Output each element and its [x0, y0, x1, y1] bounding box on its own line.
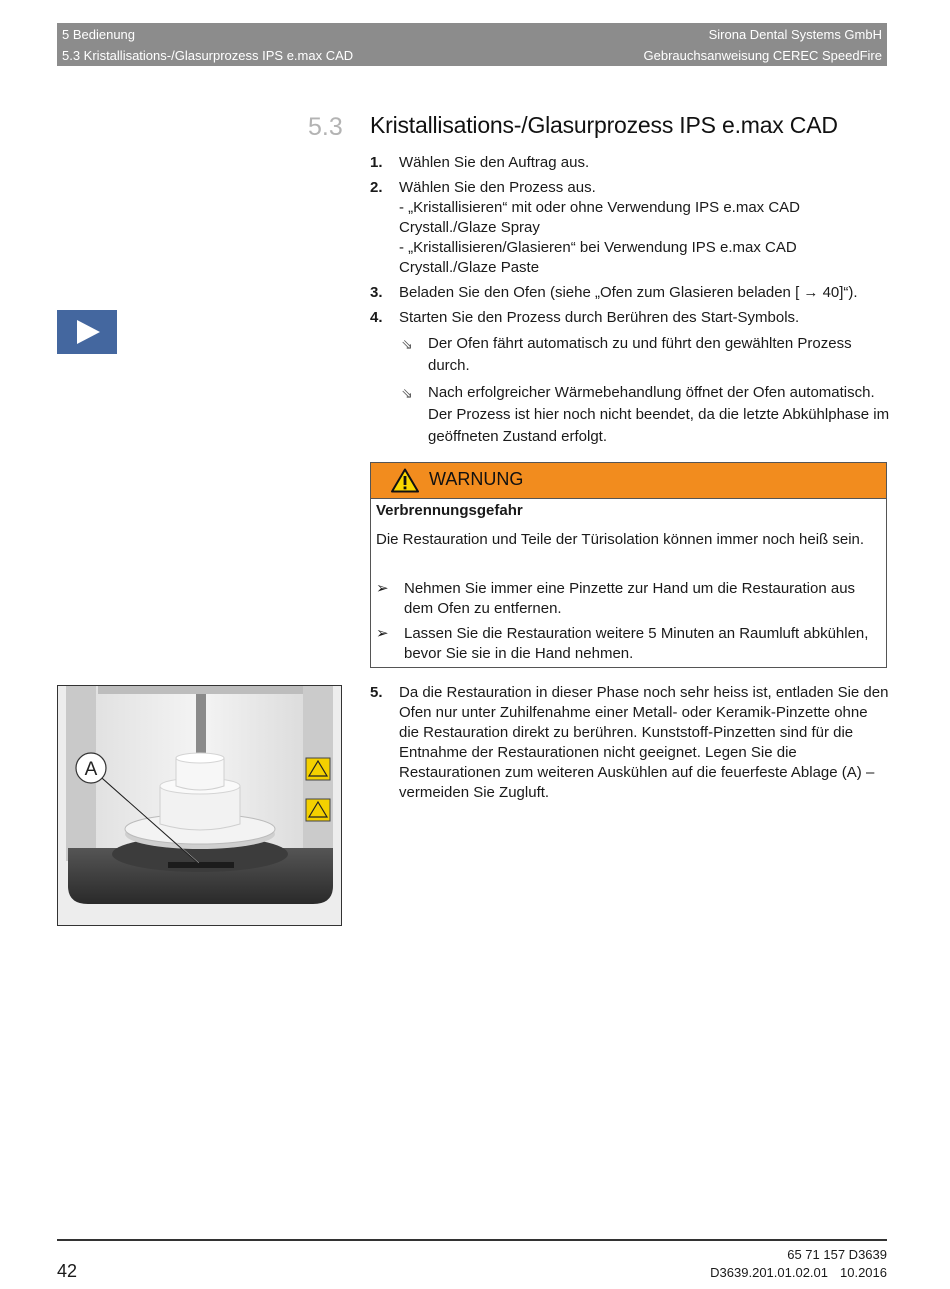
page-header	[57, 23, 887, 66]
footer-doc-info	[710, 1265, 887, 1280]
step-item	[370, 153, 890, 173]
section-title: Kristallisations-/Glasurprozess IPS e.max CAD	[370, 112, 838, 138]
arrow-bullet-icon: ➢	[376, 625, 389, 642]
warning-item-text: Lassen Sie die Restauration weitere 5 Minuten an Raumluft abkühlen, bevor Sie sie in die Hand nehmen.	[404, 625, 869, 662]
step-number: 3.	[370, 284, 383, 301]
warning-list	[376, 579, 881, 669]
step-subline: - „Kristallisieren/Glasieren“ bei Verwendung IPS e.max CAD	[399, 239, 797, 256]
step-subline: - „Kristallisieren“ mit oder ohne Verwendung IPS e.max CAD	[399, 199, 801, 216]
step-number: 4.	[370, 309, 383, 326]
warning-item	[376, 579, 881, 619]
furnace-figure	[57, 685, 342, 926]
furnace-illustration	[58, 686, 341, 925]
step-text: Wählen Sie den Prozess aus.	[399, 179, 596, 196]
header-section: 5.3 Kristallisations-/Glasurprozess IPS e.max CAD	[62, 48, 354, 63]
result-arrow-icon: ⇘	[401, 336, 413, 352]
step-item-5	[370, 683, 890, 803]
warning-subtitle: Verbrennungsgefahr	[376, 502, 523, 519]
page-number: 42	[57, 1261, 78, 1281]
warning-title: WARNUNG	[429, 469, 524, 489]
header-document: Gebrauchsanweisung CEREC SpeedFire	[643, 48, 882, 63]
step-text: Wählen Sie den Auftrag aus.	[399, 154, 590, 171]
section-number: 5.3	[308, 113, 343, 141]
footer-divider	[57, 1239, 887, 1241]
warning-description: Die Restauration und Teile der Türisolation können immer noch heiß sein.	[376, 531, 865, 548]
header-company: Sirona Dental Systems GmbH	[708, 27, 882, 42]
result-arrow-icon: ⇘	[401, 385, 413, 401]
action-marker	[57, 310, 117, 354]
step-text: Beladen Sie den Ofen (siehe „Ofen zum Glasieren beladen [ → 40]“).	[399, 284, 858, 301]
step-subline: Crystall./Glaze Spray	[399, 219, 540, 236]
step-number: 2.	[370, 179, 383, 196]
step-item	[370, 178, 890, 278]
step-result	[399, 382, 890, 448]
step-number: 1.	[370, 154, 383, 171]
result-text: Nach erfolgreicher Wärmebehandlung öffnet der Ofen automatisch. Der Prozess ist hier noch nicht beendet, da die letzte Abkühlphase im geöffneten Zustand erfolgt.	[428, 384, 890, 445]
step-list	[370, 153, 890, 453]
step-number: 5.	[370, 684, 383, 701]
footer-doc-code: D3639.201.01.02.01	[710, 1265, 828, 1280]
warning-box	[370, 462, 887, 668]
step-result	[399, 333, 890, 377]
warning-item-text: Nehmen Sie immer eine Pinzette zur Hand um die Restauration aus dem Ofen zu entfernen.	[404, 580, 856, 617]
warning-header	[371, 463, 886, 499]
step-text: Da die Restauration in dieser Phase noch sehr heiss ist, entladen Sie den Ofen nur unter Zuhilfenahme einer Metall- oder Keramik-Pinzette ohne die Restauration direkt zu berühren. Kunststoff-Pinzetten sind für die Entnahme der Restaurationen nicht geeignet. Legen Sie die Restaurationen zum weiteren Auskühlen auf die feuerfeste Ablage (A) – vermeiden Sie Zugluft.	[399, 684, 889, 801]
step-text: Starten Sie den Prozess durch Berühren des Start-Symbols.	[399, 309, 800, 326]
warning-item	[376, 624, 881, 664]
footer-date: 10.2016	[840, 1265, 887, 1280]
play-icon	[75, 319, 101, 345]
step-item	[370, 308, 890, 448]
result-text: Der Ofen fährt automatisch zu und führt den gewählten Prozess durch.	[428, 335, 852, 374]
header-chapter: 5 Bedienung	[62, 27, 136, 42]
step-item	[370, 283, 890, 303]
warning-triangle-icon	[391, 468, 419, 493]
step-subline: Crystall./Glaze Paste	[399, 259, 540, 276]
step-item	[370, 683, 890, 808]
footer-order-number: 65 71 157 D3639	[787, 1247, 887, 1262]
figure-callout-label: A	[84, 759, 98, 780]
arrow-bullet-icon: ➢	[376, 580, 389, 597]
